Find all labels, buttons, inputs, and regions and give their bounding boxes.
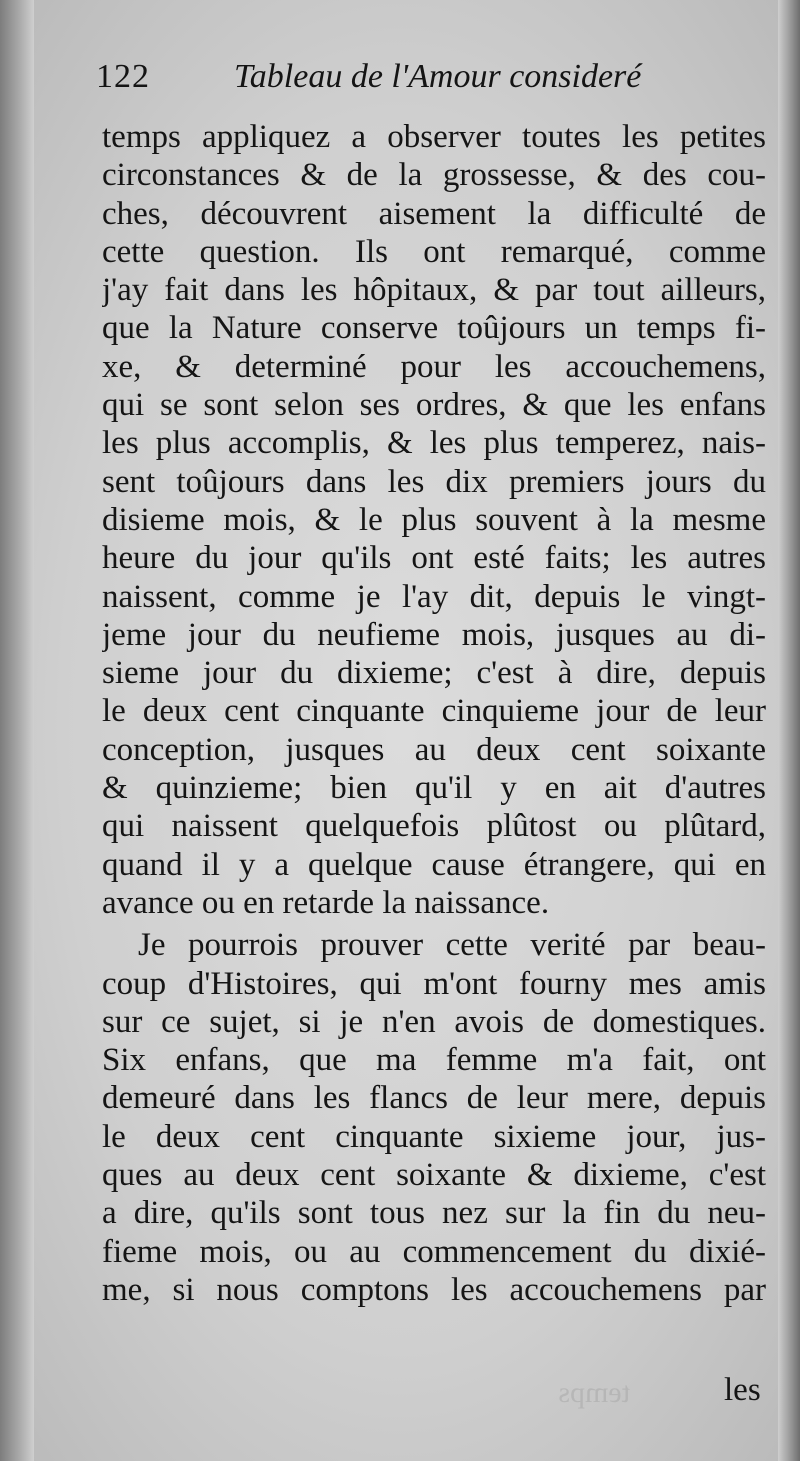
text-line: ques au deux cent soixante & dixieme, c'est <box>102 1157 766 1194</box>
text-line: conception, jusques au deux cent soixante <box>102 731 766 768</box>
text-line: naissent, comme je l'ay dit, depuis le vingt- <box>102 578 766 615</box>
text-line: fieme mois, ou au commencement du dixié- <box>102 1233 766 1270</box>
text-line: disieme mois, & le plus souvent à la mesme <box>102 501 766 538</box>
catchword: les <box>724 1372 761 1408</box>
text-line: qui naissent quelquefois plûtost ou plûtard, <box>102 808 766 845</box>
text-line: demeuré dans les flancs de leur mere, depuis <box>102 1080 766 1117</box>
text-line: que la Nature conserve toûjours un temps fi- <box>102 310 766 347</box>
text-line: me, si nous comptons les accouchemens par <box>102 1271 766 1308</box>
running-title: Tableau de l'Amour consideré <box>234 58 642 95</box>
body-text <box>102 118 766 1309</box>
text-line: & quinzieme; bien qu'il y en ait d'autres <box>102 770 766 807</box>
text-line: a dire, qu'ils sont tous nez sur la fin du neu- <box>102 1195 766 1232</box>
text-line: j'ay fait dans les hôpitaux, & par tout ailleurs, <box>102 272 766 309</box>
text-line: temps appliquez a observer toutes les petites <box>102 119 766 155</box>
text-line: qui se sont selon ses ordres, & que les enfans <box>102 387 766 424</box>
text-line: jeme jour du neufieme mois, jusques au di- <box>102 616 766 653</box>
text-line: xe, & determiné pour les accouchemens, <box>102 348 766 385</box>
text-line: sieme jour du dixieme; c'est à dire, depuis <box>102 655 766 692</box>
text-line: circonstances & de la grossesse, & des cou- <box>102 157 766 194</box>
text-line: heure du jour qu'ils ont esté faits; les autres <box>102 540 766 577</box>
text-line: le deux cent cinquante sixieme jour, jus- <box>102 1118 766 1155</box>
text-line: Je pourrois prouver cette verité par beau- <box>138 927 766 964</box>
bleed-through-text: temps <box>558 1376 630 1409</box>
page-gutter-shadow <box>0 0 34 1461</box>
paragraph-1 <box>102 118 766 922</box>
page-header <box>96 58 756 118</box>
text-line: ches, découvrent aisement la difficulté de <box>102 195 766 232</box>
paragraph-2 <box>102 926 766 1309</box>
page-edge-shadow <box>778 0 800 1461</box>
text-line: Six enfans, que ma femme m'a fait, ont <box>102 1042 766 1079</box>
text-line: les plus accomplis, & les plus temperez, nais- <box>102 425 766 462</box>
text-line: sur ce sujet, si je n'en avois de domestiques. <box>102 1003 766 1040</box>
text-line: avance ou en retarde la naissance. <box>102 884 550 921</box>
text-line: quand il y a quelque cause étrangere, qui en <box>102 846 766 883</box>
text-line: le deux cent cinquante cinquieme jour de leur <box>102 693 766 730</box>
text-line: cette question. Ils ont remarqué, comme <box>102 233 766 270</box>
text-line: coup d'Histoires, qui m'ont fourny mes amis <box>102 965 766 1002</box>
page-number: 122 <box>96 58 150 95</box>
text-line: sent toûjours dans les dix premiers jours du <box>102 463 766 500</box>
